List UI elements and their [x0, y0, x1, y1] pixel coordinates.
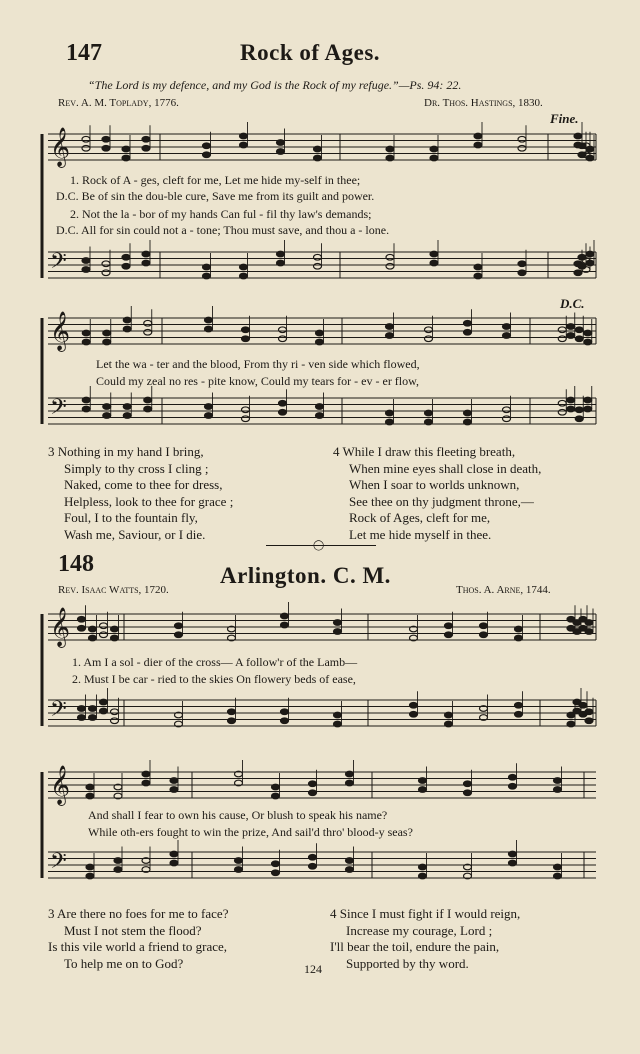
note-head: [334, 620, 342, 626]
note-head: [78, 715, 86, 721]
note-head: [509, 851, 517, 857]
note-head: [142, 260, 150, 266]
note-head: [575, 336, 583, 342]
note-head: [102, 270, 110, 276]
dc-marking: D.C.: [560, 296, 585, 311]
note-head: [445, 623, 453, 629]
note-head: [346, 867, 354, 873]
note-head: [272, 793, 280, 799]
note-head: [474, 133, 482, 139]
lyric-line: D.C. Be of sin the dou-ble cure, Save me from its guilt and power.: [56, 189, 375, 203]
note-head: [445, 712, 453, 718]
note-head: [86, 793, 94, 799]
note-head: [281, 709, 289, 715]
note-head: [386, 333, 394, 339]
note-head: [334, 721, 342, 727]
note-head: [474, 142, 482, 148]
treble-clef-icon: 𝄞: [50, 311, 71, 351]
note-head: [89, 626, 97, 632]
note-head: [100, 699, 108, 705]
note-head: [554, 873, 562, 879]
note-head: [279, 336, 287, 342]
note-head: [272, 861, 280, 867]
note-head: [585, 620, 593, 626]
verse-4: 4 Since I must fight if I would reign, Increase my courage, Lord ; I'll bear the toil, endure the pain, Supported by thy word.: [330, 906, 521, 971]
hymn-title: Rock of Ages.: [240, 40, 381, 65]
author-credit: Rev. Isaac Watts, 1720.: [58, 584, 169, 596]
note-head: [503, 324, 511, 330]
lyric-line: 2. Not the la - bor of my hands Can ful - fil thy law's demands;: [70, 207, 372, 221]
note-head: [586, 146, 594, 152]
note-head: [586, 155, 594, 161]
note-head: [575, 407, 583, 413]
bass-staff: [48, 700, 596, 726]
note-head: [144, 320, 152, 326]
note-head: [170, 860, 178, 866]
composer-credit: Thos. A. Arne, 1744.: [456, 584, 551, 596]
note-head: [574, 133, 582, 139]
note-head: [175, 623, 183, 629]
note-head: [82, 406, 90, 412]
note-head: [386, 263, 394, 269]
note-head: [584, 406, 592, 412]
note-head: [82, 330, 90, 336]
note-head: [445, 721, 453, 727]
note-head: [386, 410, 394, 416]
treble-clef-icon: 𝄞: [50, 127, 71, 167]
note-head: [518, 270, 526, 276]
note-head: [574, 270, 582, 276]
note-head: [410, 702, 418, 708]
note-head: [142, 145, 150, 151]
note-head: [464, 329, 472, 335]
note-head: [309, 854, 317, 860]
note-head: [86, 873, 94, 879]
note-head: [586, 260, 594, 266]
bass-clef-icon: 𝄢: [50, 395, 67, 425]
note-head: [575, 416, 583, 422]
note-head: [142, 771, 150, 777]
note-head: [203, 152, 211, 158]
note-head: [309, 863, 317, 869]
note-head: [89, 635, 97, 641]
lyric-line: And shall I fear to own his cause, Or blush to speak his name?: [88, 808, 388, 822]
note-head: [430, 251, 438, 257]
note-head: [277, 260, 285, 266]
note-head: [584, 397, 592, 403]
note-head: [515, 702, 523, 708]
note-head: [386, 324, 394, 330]
note-head: [585, 629, 593, 635]
note-head: [170, 778, 178, 784]
note-head: [82, 339, 90, 345]
note-head: [464, 419, 472, 425]
note-head: [111, 709, 119, 715]
note-head: [203, 143, 211, 149]
note-head: [584, 330, 592, 336]
note-head: [425, 327, 433, 333]
note-head: [281, 718, 289, 724]
note-head: [419, 864, 427, 870]
note-head: [346, 858, 354, 864]
note-head: [419, 778, 427, 784]
note-head: [314, 155, 322, 161]
note-head: [554, 778, 562, 784]
note-head: [386, 146, 394, 152]
note-head: [567, 324, 575, 330]
note-head: [123, 413, 131, 419]
hymn-number: 147: [66, 40, 102, 66]
note-head: [464, 320, 472, 326]
note-head: [89, 715, 97, 721]
note-head: [515, 711, 523, 717]
note-head: [558, 409, 566, 415]
note-head: [554, 864, 562, 870]
note-head: [464, 781, 472, 787]
note-head: [78, 706, 86, 712]
lyric-line: Let the wa - ter and the blood, From thy ri - ven side which flowed,: [96, 357, 420, 371]
note-head: [142, 136, 150, 142]
note-head: [430, 146, 438, 152]
note-head: [111, 635, 119, 641]
note-head: [242, 327, 250, 333]
note-head: [277, 140, 285, 146]
note-head: [445, 632, 453, 638]
note-head: [82, 136, 90, 142]
note-head: [334, 712, 342, 718]
note-head: [503, 333, 511, 339]
note-head: [103, 404, 111, 410]
note-head: [584, 339, 592, 345]
hymn-title: Arlington. C. M.: [220, 563, 391, 588]
note-head: [240, 142, 248, 148]
note-head: [386, 155, 394, 161]
note-head: [103, 339, 111, 345]
note-head: [314, 263, 322, 269]
note-head: [509, 774, 517, 780]
note-head: [430, 155, 438, 161]
note-head: [281, 613, 289, 619]
divider-ornament-icon: ◯: [313, 540, 325, 551]
note-head: [175, 632, 183, 638]
note-head: [114, 867, 122, 873]
page-number: 124: [304, 962, 322, 976]
note-head: [430, 260, 438, 266]
note-head: [279, 327, 287, 333]
note-head: [464, 410, 472, 416]
note-head: [567, 397, 575, 403]
bass-staff: [48, 398, 596, 424]
note-head: [144, 329, 152, 335]
scripture-quote: “The Lord is my defence, and my God is the Rock of my refuge.”—Ps. 94: 22.: [88, 78, 462, 92]
bass-clef-icon: 𝄢: [50, 849, 67, 879]
note-head: [419, 787, 427, 793]
note-head: [503, 416, 511, 422]
note-head: [242, 407, 250, 413]
note-head: [82, 145, 90, 151]
note-head: [170, 851, 178, 857]
note-head: [78, 625, 86, 631]
note-head: [142, 251, 150, 257]
note-head: [240, 273, 248, 279]
note-head: [567, 406, 575, 412]
fine-marking: Fine.: [550, 111, 579, 126]
note-head: [277, 251, 285, 257]
bass-clef-icon: 𝄢: [50, 249, 67, 279]
note-head: [242, 336, 250, 342]
composer-credit: Dr. Thos. Hastings, 1830.: [424, 97, 543, 109]
lyric-line: Could my zeal no res - pite know, Could my tears for - ev - er flow,: [96, 374, 420, 388]
note-head: [279, 400, 287, 406]
note-head: [316, 330, 324, 336]
note-head: [111, 626, 119, 632]
note-head: [309, 781, 317, 787]
note-head: [205, 317, 213, 323]
note-head: [480, 623, 488, 629]
treble-staff: [48, 614, 596, 640]
hymn-number: 148: [58, 551, 94, 577]
note-head: [170, 787, 178, 793]
note-head: [425, 419, 433, 425]
note-head: [518, 261, 526, 267]
note-head: [142, 780, 150, 786]
note-head: [123, 317, 131, 323]
note-head: [122, 146, 130, 152]
note-head: [228, 709, 236, 715]
note-head: [100, 632, 108, 638]
note-head: [272, 784, 280, 790]
note-head: [203, 273, 211, 279]
note-head: [515, 635, 523, 641]
note-head: [314, 254, 322, 260]
note-head: [554, 787, 562, 793]
note-head: [474, 273, 482, 279]
note-head: [82, 267, 90, 273]
note-head: [100, 623, 108, 629]
note-head: [205, 413, 213, 419]
note-head: [509, 860, 517, 866]
treble-clef-icon: 𝄞: [50, 607, 71, 647]
note-head: [474, 264, 482, 270]
note-head: [102, 261, 110, 267]
note-head: [386, 419, 394, 425]
note-head: [103, 413, 111, 419]
note-head: [114, 858, 122, 864]
lyric-line: D.C. All for sin could not a - tone; Thou must save, and thou a - lone.: [56, 223, 390, 237]
note-head: [235, 858, 243, 864]
note-head: [102, 136, 110, 142]
note-head: [567, 721, 575, 727]
note-head: [279, 409, 287, 415]
note-head: [503, 407, 511, 413]
note-head: [567, 333, 575, 339]
note-head: [100, 708, 108, 714]
note-head: [316, 413, 324, 419]
note-head: [122, 155, 130, 161]
lyric-line: While oth-ers fought to win the prize, And sail'd thro' blood-y seas?: [88, 825, 413, 839]
note-head: [205, 326, 213, 332]
note-head: [425, 336, 433, 342]
note-head: [579, 702, 587, 708]
note-head: [575, 327, 583, 333]
note-head: [89, 706, 97, 712]
note-head: [334, 629, 342, 635]
note-head: [410, 711, 418, 717]
note-head: [558, 327, 566, 333]
note-head: [518, 136, 526, 142]
note-head: [425, 410, 433, 416]
bass-clef-icon: 𝄢: [50, 697, 67, 727]
note-head: [386, 254, 394, 260]
note-head: [122, 263, 130, 269]
note-head: [86, 864, 94, 870]
note-head: [102, 145, 110, 151]
note-head: [346, 780, 354, 786]
note-head: [515, 626, 523, 632]
treble-clef-icon: 𝄞: [50, 765, 71, 805]
note-head: [464, 790, 472, 796]
verse-4: 4 While I draw this fleeting breath, When mine eyes shall close in death, When I soar to worlds unknown, See thee on thy judgment throne,— Rock of Ages, cleft for me, Let me hide myself in thee.: [333, 444, 542, 542]
note-head: [123, 404, 131, 410]
note-head: [480, 632, 488, 638]
lyric-line: 1. Rock of A - ges, cleft for me, Let me hide my-self in thee;: [70, 173, 361, 187]
note-head: [240, 264, 248, 270]
note-head: [586, 251, 594, 257]
note-head: [314, 146, 322, 152]
note-head: [205, 404, 213, 410]
verse-3: 3 Are there no foes for me to face? Must I not stem the flood? Is this vile world a friend to grace, To help me on to God?: [48, 906, 229, 971]
note-head: [144, 406, 152, 412]
note-head: [78, 616, 86, 622]
note-head: [111, 718, 119, 724]
note-head: [281, 622, 289, 628]
note-head: [103, 330, 111, 336]
note-head: [309, 790, 317, 796]
note-head: [558, 336, 566, 342]
note-head: [518, 145, 526, 151]
note-head: [82, 397, 90, 403]
note-head: [82, 258, 90, 264]
note-head: [122, 254, 130, 260]
note-head: [203, 264, 211, 270]
verse-3: 3 Nothing in my hand I bring, Simply to thy cross I cling ; Naked, come to thee for dress, Helpless, look to thee for grace ; Foul, I to the fountain fly, Wash me, Saviour, or I die.: [48, 444, 234, 542]
note-head: [242, 416, 250, 422]
note-head: [419, 873, 427, 879]
note-head: [123, 326, 131, 332]
note-head: [585, 709, 593, 715]
author-credit: Rev. A. M. Toplady, 1776.: [58, 97, 179, 109]
note-head: [346, 771, 354, 777]
note-head: [86, 784, 94, 790]
lyric-line: 1. Am I a sol - dier of the cross— A follow'r of the Lamb—: [72, 655, 358, 669]
note-head: [228, 718, 236, 724]
note-head: [316, 404, 324, 410]
note-head: [272, 870, 280, 876]
note-head: [240, 133, 248, 139]
note-head: [235, 867, 243, 873]
note-head: [585, 718, 593, 724]
note-head: [316, 339, 324, 345]
lyric-line: 2. Must I be car - ried to the skies On flowery beds of ease,: [72, 672, 356, 686]
note-head: [277, 149, 285, 155]
note-head: [144, 397, 152, 403]
note-head: [558, 400, 566, 406]
note-head: [509, 783, 517, 789]
